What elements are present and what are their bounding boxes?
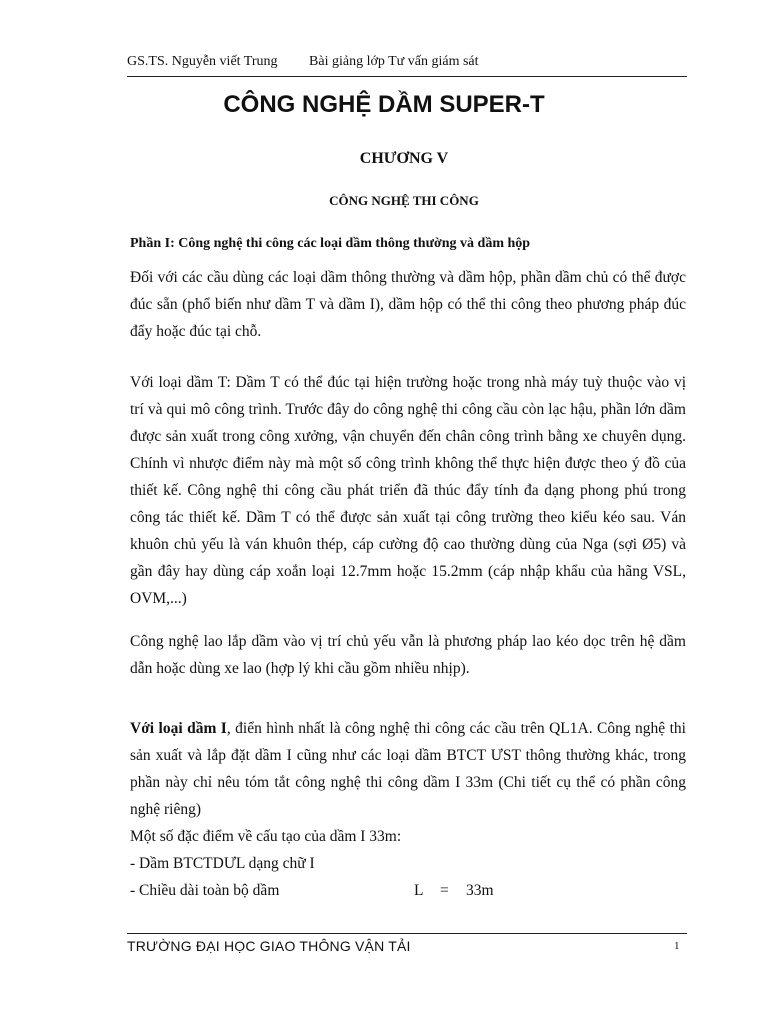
length-value: 33m xyxy=(466,882,494,899)
paragraph-launching xyxy=(130,628,686,682)
paragraph-i-beam-text xyxy=(130,715,686,823)
page-header xyxy=(127,54,479,70)
paragraph-launching-text: Công nghệ lao lắp dầm vào vị trí chủ yếu vẫn là phương pháp lao kéo dọc trên hệ dầm dẫn hoặc dùng xe lao (hợp lý khi cầu gồm nhiều nhịp). xyxy=(130,633,686,677)
paragraph-intro-text: Đối với các cầu dùng các loại dầm thông thường và dầm hộp, phần dầm chủ có thể được đúc sẵn (phổ biến như dầm T và dầm I), dầm hộp có thể thi công theo phương pháp đúc đẩy hoặc đúc tại chỗ. xyxy=(130,269,686,340)
paragraph-t-beam-text: Với loại dầm T: Dầm T có thể đúc tại hiện trường hoặc trong nhà máy tuỳ thuộc vào vị trí và qui mô công trình. Trước đây do công nghệ thi công cầu còn lạc hậu, phần lớn dầm được sản xuất trong công xưởng, vận chuyển đến chân công trình bằng xe chuyên dụng. Chính vì nhược điểm này mà một số công trình không thể thực hiện được theo ý đồ của thiết kế. Công nghệ thi công cầu phát triển đã thúc đẩy tính đa dạng phong phú trong công tác thiết kế. Dầm T có thể được sản xuất tại công trường theo kiểu kéo sau. Ván khuôn chủ yếu là ván khuôn thép, cáp cường độ cao thường dùng của Nga (sợi Ø5) và gần đây hay dùng cáp xoắn loại 12.7mm hoặc 15.2mm (cáp nhập khẩu của hãng VSL, OVM,...) xyxy=(130,374,686,607)
length-label: - Chiều dài toàn bộ dầm xyxy=(130,882,280,899)
length-equals: = xyxy=(440,882,449,899)
i-beam-type-line: - Dầm BTCTDƯL dạng chữ I xyxy=(130,855,315,872)
paragraph-intro xyxy=(130,264,686,345)
paragraph-i-beam xyxy=(130,715,686,904)
i-beam-bold-lead: Với loại dầm I xyxy=(130,720,227,737)
header-course: Bài giảng lớp Tư vấn giám sát xyxy=(309,54,479,69)
footer-divider xyxy=(127,933,687,934)
page-number: 1 xyxy=(674,940,680,952)
header-divider xyxy=(127,76,687,77)
paragraph-t-beam xyxy=(130,369,686,612)
part-heading: Phần I: Công nghệ thi công các loại dầm thông thường và dầm hộp xyxy=(130,236,531,251)
i-beam-length-line xyxy=(130,877,686,904)
chapter-heading: CHƯƠNG V xyxy=(359,150,449,167)
section-subtitle: CÔNG NGHỆ THI CÔNG xyxy=(329,193,479,208)
footer-school: TRƯỜNG ĐẠI HỌC GIAO THÔNG VẬN TẢI xyxy=(127,938,411,954)
document-title: CÔNG NGHỆ DẦM SUPER-T xyxy=(223,91,545,118)
header-author: GS.TS. Nguyễn viết Trung xyxy=(127,54,278,69)
length-symbol: L xyxy=(414,882,424,899)
i-beam-features-line: Một số đặc điểm về cấu tạo của dầm I 33m: xyxy=(130,828,402,845)
i-beam-body: , điển hình nhất là công nghệ thi công các cầu trên QL1A. Công nghệ thi sản xuất và lắp đặt dầm I cũng như các loại dầm BTCT ƯST thông thường khác, trong phần này chỉ nêu tóm tắt công nghệ thi công dầm I 33m (Chi tiết cụ thể có phần công nghệ riêng) xyxy=(130,720,686,818)
